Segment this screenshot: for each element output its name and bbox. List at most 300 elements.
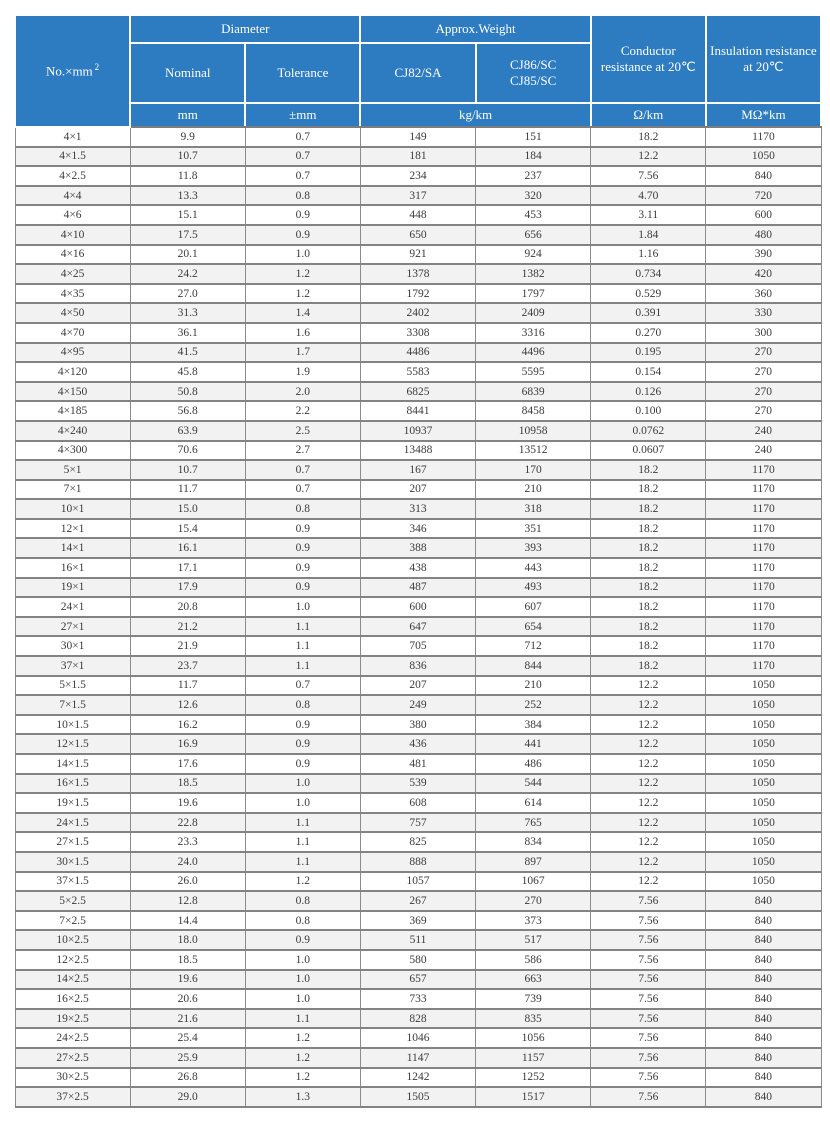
cell-value: 0.8	[245, 695, 360, 715]
cell-value: 840	[706, 1068, 821, 1088]
table-row	[15, 989, 821, 1009]
cell-size: 37×1	[15, 656, 130, 676]
cell-value: 1.1	[245, 656, 360, 676]
cell-value: 825	[360, 832, 475, 852]
cell-value: 1.84	[591, 225, 706, 245]
cell-value: 840	[706, 1048, 821, 1068]
table-row	[15, 950, 821, 970]
cell-value: 607	[476, 597, 591, 617]
cell-value: 17.9	[130, 578, 245, 598]
cell-size: 14×1	[15, 538, 130, 558]
cell-value: 12.2	[591, 852, 706, 872]
cell-value: 11.7	[130, 676, 245, 696]
table-row	[15, 578, 821, 598]
cell-value: 1067	[476, 872, 591, 892]
table-header	[15, 15, 821, 127]
cell-value: 26.0	[130, 872, 245, 892]
table-row	[15, 1087, 821, 1107]
cell-value: 608	[360, 793, 475, 813]
cell-value: 14.4	[130, 911, 245, 931]
cell-value: 181	[360, 147, 475, 167]
cell-value: 1050	[706, 754, 821, 774]
cell-size: 4×95	[15, 343, 130, 363]
cell-value: 1.4	[245, 303, 360, 323]
cell-value: 17.6	[130, 754, 245, 774]
cell-value: 13512	[476, 441, 591, 461]
table-row	[15, 480, 821, 500]
size-header-label: No.×mm	[45, 63, 93, 79]
cell-value: 0.9	[245, 558, 360, 578]
cell-value: 1050	[706, 832, 821, 852]
cell-value: 1050	[706, 793, 821, 813]
cell-value: 170	[476, 460, 591, 480]
cell-value: 1.2	[245, 264, 360, 284]
cell-size: 37×1.5	[15, 872, 130, 892]
table-row	[15, 303, 821, 323]
header-units-row	[15, 103, 821, 127]
cell-size: 24×1.5	[15, 813, 130, 833]
cell-value: 330	[706, 303, 821, 323]
cell-value: 270	[476, 891, 591, 911]
cell-value: 1505	[360, 1087, 475, 1107]
cell-value: 22.8	[130, 813, 245, 833]
table-row	[15, 225, 821, 245]
cell-value: 56.8	[130, 401, 245, 421]
cell-size: 7×1.5	[15, 695, 130, 715]
cell-value: 0.8	[245, 891, 360, 911]
cell-size: 4×6	[15, 205, 130, 225]
cell-value: 1050	[706, 774, 821, 794]
cell-value: 1170	[706, 519, 821, 539]
cell-value: 36.1	[130, 323, 245, 343]
cell-value: 1050	[706, 872, 821, 892]
cell-value: 50.8	[130, 382, 245, 402]
cell-value: 614	[476, 793, 591, 813]
cell-size: 4×185	[15, 401, 130, 421]
cell-value: 1.0	[245, 989, 360, 1009]
cell-value: 8441	[360, 401, 475, 421]
cell-value: 1.3	[245, 1087, 360, 1107]
cell-value: 1057	[360, 872, 475, 892]
cell-value: 1517	[476, 1087, 591, 1107]
cell-value: 313	[360, 499, 475, 519]
cell-value: 3.11	[591, 205, 706, 225]
cell-value: 480	[706, 225, 821, 245]
cell-value: 493	[476, 578, 591, 598]
cell-value: 0.126	[591, 382, 706, 402]
cell-value: 654	[476, 617, 591, 637]
cell-size: 19×1.5	[15, 793, 130, 813]
cell-value: 18.2	[591, 499, 706, 519]
table-row	[15, 1009, 821, 1029]
cell-value: 1170	[706, 538, 821, 558]
cell-size: 24×2.5	[15, 1028, 130, 1048]
cell-value: 2.0	[245, 382, 360, 402]
cell-value: 7.56	[591, 950, 706, 970]
cell-value: 0.8	[245, 911, 360, 931]
cell-value: 1.16	[591, 245, 706, 265]
cell-value: 1.0	[245, 950, 360, 970]
table-row	[15, 1048, 821, 1068]
cell-value: 1.2	[245, 284, 360, 304]
size-header-superscript: 2	[94, 62, 100, 73]
cell-value: 18.2	[591, 558, 706, 578]
cell-value: 1147	[360, 1048, 475, 1068]
cell-value: 18.2	[591, 636, 706, 656]
cell-value: 0.9	[245, 754, 360, 774]
cell-value: 17.1	[130, 558, 245, 578]
cell-value: 8458	[476, 401, 591, 421]
cell-value: 12.8	[130, 891, 245, 911]
cell-value: 1.1	[245, 813, 360, 833]
cell-value: 15.4	[130, 519, 245, 539]
cell-value: 3308	[360, 323, 475, 343]
cell-value: 586	[476, 950, 591, 970]
cell-value: 20.1	[130, 245, 245, 265]
cell-value: 317	[360, 186, 475, 206]
cell-value: 20.6	[130, 989, 245, 1009]
cell-value: 18.2	[591, 519, 706, 539]
cell-value: 1.1	[245, 617, 360, 637]
cell-value: 6839	[476, 382, 591, 402]
cell-value: 19.6	[130, 970, 245, 990]
cell-value: 600	[706, 205, 821, 225]
cell-value: 18.2	[591, 617, 706, 637]
cell-value: 10958	[476, 421, 591, 441]
cell-value: 921	[360, 245, 475, 265]
cell-value: 7.56	[591, 1087, 706, 1107]
cell-size: 4×35	[15, 284, 130, 304]
cell-value: 656	[476, 225, 591, 245]
cell-value: 369	[360, 911, 475, 931]
table-row	[15, 558, 821, 578]
cell-value: 0.7	[245, 166, 360, 186]
cell-value: 18.2	[591, 656, 706, 676]
cell-value: 12.2	[591, 695, 706, 715]
cell-value: 18.2	[591, 538, 706, 558]
cell-value: 1170	[706, 636, 821, 656]
cell-value: 210	[476, 676, 591, 696]
cell-size: 7×2.5	[15, 911, 130, 931]
cell-value: 18.5	[130, 950, 245, 970]
cell-value: 351	[476, 519, 591, 539]
table-row	[15, 382, 821, 402]
cell-size: 12×2.5	[15, 950, 130, 970]
cell-value: 1050	[706, 813, 821, 833]
cell-size: 16×1.5	[15, 774, 130, 794]
table-row	[15, 754, 821, 774]
cell-value: 840	[706, 1028, 821, 1048]
cell-value: 487	[360, 578, 475, 598]
cell-value: 1.0	[245, 245, 360, 265]
cell-value: 2.7	[245, 441, 360, 461]
cell-value: 249	[360, 695, 475, 715]
cell-size: 12×1	[15, 519, 130, 539]
cell-value: 18.2	[591, 480, 706, 500]
cell-value: 380	[360, 715, 475, 735]
cell-value: 11.7	[130, 480, 245, 500]
cell-value: 840	[706, 1087, 821, 1107]
cell-size: 27×1.5	[15, 832, 130, 852]
cell-size: 10×1.5	[15, 715, 130, 735]
cell-value: 0.9	[245, 930, 360, 950]
cable-spec-table	[14, 14, 822, 1108]
cell-value: 1792	[360, 284, 475, 304]
cell-value: 207	[360, 676, 475, 696]
cell-value: 828	[360, 1009, 475, 1029]
table-row	[15, 970, 821, 990]
cell-value: 1170	[706, 558, 821, 578]
cell-size: 14×1.5	[15, 754, 130, 774]
cell-value: 6825	[360, 382, 475, 402]
cell-size: 4×240	[15, 421, 130, 441]
cell-value: 486	[476, 754, 591, 774]
cell-value: 436	[360, 734, 475, 754]
cell-value: 24.0	[130, 852, 245, 872]
cell-value: 18.0	[130, 930, 245, 950]
cell-value: 1.0	[245, 774, 360, 794]
cell-value: 1170	[706, 617, 821, 637]
unit-mohm-km: MΩ*km	[706, 103, 821, 127]
cell-value: 167	[360, 460, 475, 480]
cell-value: 252	[476, 695, 591, 715]
cell-size: 4×70	[15, 323, 130, 343]
cell-value: 2402	[360, 303, 475, 323]
table-row	[15, 166, 821, 186]
cell-value: 1157	[476, 1048, 591, 1068]
cell-value: 1050	[706, 676, 821, 696]
table-row	[15, 676, 821, 696]
table-row	[15, 872, 821, 892]
unit-kg-km: kg/km	[360, 103, 590, 127]
cell-value: 12.2	[591, 872, 706, 892]
cell-value: 10.7	[130, 147, 245, 167]
cell-value: 1.1	[245, 636, 360, 656]
table-row	[15, 832, 821, 852]
cell-value: 1050	[706, 852, 821, 872]
cell-value: 1170	[706, 460, 821, 480]
cell-value: 151	[476, 127, 591, 147]
table-row	[15, 1068, 821, 1088]
cell-value: 840	[706, 891, 821, 911]
cell-value: 1050	[706, 715, 821, 735]
cell-value: 21.6	[130, 1009, 245, 1029]
cell-value: 0.9	[245, 205, 360, 225]
cell-value: 3316	[476, 323, 591, 343]
cell-value: 270	[706, 362, 821, 382]
cell-value: 13.3	[130, 186, 245, 206]
table-row	[15, 930, 821, 950]
cell-value: 270	[706, 343, 821, 363]
cell-size: 30×2.5	[15, 1068, 130, 1088]
cell-size: 4×300	[15, 441, 130, 461]
table-row	[15, 852, 821, 872]
cell-value: 834	[476, 832, 591, 852]
cell-value: 0.7	[245, 147, 360, 167]
cell-value: 0.9	[245, 734, 360, 754]
cell-value: 7.56	[591, 911, 706, 931]
cell-value: 844	[476, 656, 591, 676]
cell-size: 4×50	[15, 303, 130, 323]
cell-value: 733	[360, 989, 475, 1009]
cell-size: 19×1	[15, 578, 130, 598]
table-row	[15, 147, 821, 167]
cell-value: 453	[476, 205, 591, 225]
col-group-diameter: Diameter	[130, 15, 360, 43]
cell-value: 438	[360, 558, 475, 578]
cell-value: 10.7	[130, 460, 245, 480]
cell-value: 41.5	[130, 343, 245, 363]
cell-value: 840	[706, 930, 821, 950]
cell-value: 5583	[360, 362, 475, 382]
cell-value: 15.0	[130, 499, 245, 519]
cell-value: 420	[706, 264, 821, 284]
table-row	[15, 401, 821, 421]
cell-value: 840	[706, 989, 821, 1009]
cell-value: 1.2	[245, 1048, 360, 1068]
cell-value: 5595	[476, 362, 591, 382]
cell-value: 184	[476, 147, 591, 167]
cell-size: 30×1	[15, 636, 130, 656]
cell-size: 4×16	[15, 245, 130, 265]
cell-value: 2.5	[245, 421, 360, 441]
cell-value: 1378	[360, 264, 475, 284]
cell-value: 318	[476, 499, 591, 519]
cell-value: 1050	[706, 147, 821, 167]
col-header-insulation-resistance: Insulation resistance at 20℃	[706, 15, 821, 103]
cell-size: 16×2.5	[15, 989, 130, 1009]
cell-value: 25.4	[130, 1028, 245, 1048]
cell-value: 149	[360, 127, 475, 147]
cell-value: 600	[360, 597, 475, 617]
cell-value: 1.1	[245, 1009, 360, 1029]
table-row	[15, 421, 821, 441]
table-row	[15, 323, 821, 343]
cell-size: 5×1	[15, 460, 130, 480]
cell-value: 0.9	[245, 538, 360, 558]
cell-value: 1050	[706, 695, 821, 715]
cell-value: 63.9	[130, 421, 245, 441]
cell-size: 14×2.5	[15, 970, 130, 990]
cell-value: 0.0762	[591, 421, 706, 441]
cell-value: 373	[476, 911, 591, 931]
cell-value: 0.7	[245, 480, 360, 500]
cell-value: 388	[360, 538, 475, 558]
cell-value: 0.9	[245, 519, 360, 539]
cell-size: 19×2.5	[15, 1009, 130, 1029]
table-body	[15, 127, 821, 1107]
cell-value: 16.2	[130, 715, 245, 735]
cell-value: 9.9	[130, 127, 245, 147]
table-row	[15, 617, 821, 637]
cell-value: 7.56	[591, 166, 706, 186]
cell-value: 650	[360, 225, 475, 245]
table-row	[15, 519, 821, 539]
cell-value: 2.2	[245, 401, 360, 421]
cell-value: 393	[476, 538, 591, 558]
table-row	[15, 284, 821, 304]
cell-value: 21.9	[130, 636, 245, 656]
cell-value: 320	[476, 186, 591, 206]
col-header-cj82-sa: CJ82/SA	[360, 43, 475, 103]
unit-tolerance-mm: ±mm	[245, 103, 360, 127]
cell-value: 1.0	[245, 970, 360, 990]
cell-value: 7.56	[591, 891, 706, 911]
cell-value: 16.9	[130, 734, 245, 754]
cell-value: 7.56	[591, 1068, 706, 1088]
cell-value: 4486	[360, 343, 475, 363]
cell-value: 1.2	[245, 1068, 360, 1088]
cell-size: 4×1	[15, 127, 130, 147]
cell-value: 0.9	[245, 715, 360, 735]
cell-value: 1.0	[245, 597, 360, 617]
cell-value: 210	[476, 480, 591, 500]
cell-value: 270	[706, 382, 821, 402]
cell-value: 360	[706, 284, 821, 304]
cell-value: 18.2	[591, 460, 706, 480]
col-header-tolerance: Tolerance	[245, 43, 360, 103]
cell-value: 517	[476, 930, 591, 950]
cell-value: 11.8	[130, 166, 245, 186]
cell-value: 720	[706, 186, 821, 206]
cell-value: 539	[360, 774, 475, 794]
cell-value: 19.6	[130, 793, 245, 813]
table-row	[15, 362, 821, 382]
unit-ohm-km: Ω/km	[591, 103, 706, 127]
cell-value: 15.1	[130, 205, 245, 225]
cable-spec-table-container	[14, 14, 822, 1108]
cj86-label: CJ86/SC	[510, 56, 557, 72]
table-row	[15, 774, 821, 794]
cell-value: 0.270	[591, 323, 706, 343]
cell-value: 1050	[706, 734, 821, 754]
cell-size: 4×10	[15, 225, 130, 245]
cell-size: 27×2.5	[15, 1048, 130, 1068]
cell-size: 4×25	[15, 264, 130, 284]
cell-value: 12.2	[591, 734, 706, 754]
cell-size: 27×1	[15, 617, 130, 637]
cell-value: 1252	[476, 1068, 591, 1088]
cell-value: 924	[476, 245, 591, 265]
cell-value: 4496	[476, 343, 591, 363]
cell-value: 544	[476, 774, 591, 794]
cell-value: 0.9	[245, 578, 360, 598]
cell-value: 45.8	[130, 362, 245, 382]
cell-value: 657	[360, 970, 475, 990]
cell-value: 17.5	[130, 225, 245, 245]
cell-value: 511	[360, 930, 475, 950]
cell-value: 0.0607	[591, 441, 706, 461]
col-header-nominal: Nominal	[130, 43, 245, 103]
cell-value: 12.2	[591, 793, 706, 813]
table-row	[15, 186, 821, 206]
cell-value: 13488	[360, 441, 475, 461]
cell-value: 20.8	[130, 597, 245, 617]
cell-value: 18.5	[130, 774, 245, 794]
cell-value: 7.56	[591, 930, 706, 950]
cell-value: 0.195	[591, 343, 706, 363]
cell-size: 4×2.5	[15, 166, 130, 186]
cell-value: 12.2	[591, 832, 706, 852]
cell-value: 234	[360, 166, 475, 186]
cell-size: 12×1.5	[15, 734, 130, 754]
cell-value: 0.100	[591, 401, 706, 421]
cell-value: 757	[360, 813, 475, 833]
cell-value: 7.56	[591, 989, 706, 1009]
cell-value: 1.1	[245, 852, 360, 872]
cell-value: 1.1	[245, 832, 360, 852]
cell-value: 0.7	[245, 460, 360, 480]
